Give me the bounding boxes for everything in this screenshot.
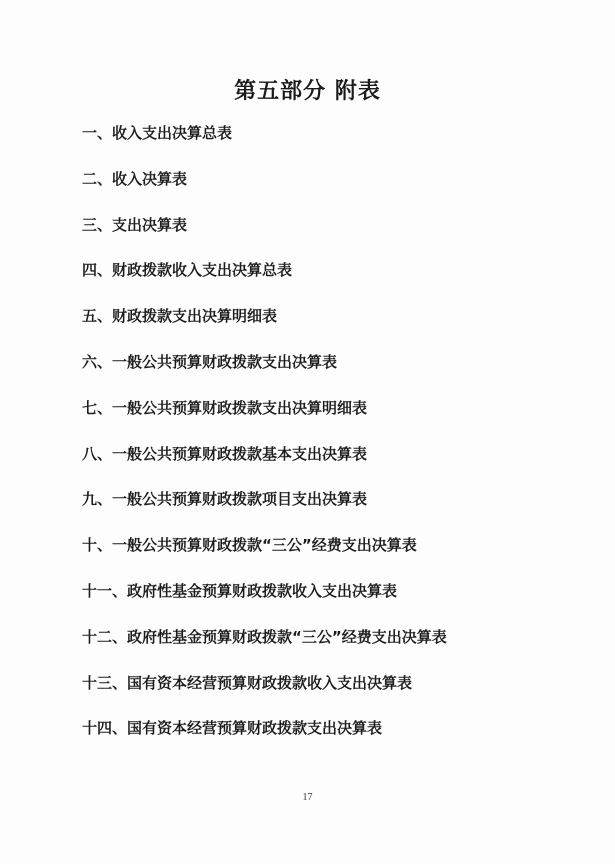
list-item: 九、一般公共预算财政拨款项目支出决算表: [82, 490, 368, 509]
list-item: 十、一般公共预算财政拨款“三公”经费支出决算表: [82, 536, 417, 555]
list-item: 六、一般公共预算财政拨款支出决算表: [82, 352, 338, 371]
page-number: 17: [302, 792, 313, 803]
list-item: 十二、政府性基金预算财政拨款“三公”经费支出决算表: [82, 627, 447, 646]
list-item: 五、财政拨款支出决算明细表: [82, 307, 278, 326]
appendix-table-list: [82, 121, 447, 762]
page-title: 第五部分 附表: [234, 79, 381, 104]
list-item: 十一、政府性基金预算财政拨款收入支出决算表: [82, 581, 398, 600]
list-item: 三、支出决算表: [82, 215, 188, 234]
list-item: 十四、国有资本经营预算财政拨款支出决算表: [82, 719, 383, 738]
list-item: 七、一般公共预算财政拨款支出决算明细表: [82, 398, 368, 417]
list-item: 四、财政拨款收入支出决算总表: [82, 261, 293, 280]
list-item: 十三、国有资本经营预算财政拨款收入支出决算表: [82, 673, 413, 692]
list-item: 一、收入支出决算总表: [82, 124, 233, 142]
list-item: 二、收入决算表: [82, 169, 188, 188]
list-item: 八、一般公共预算财政拨款基本支出决算表: [82, 444, 368, 463]
